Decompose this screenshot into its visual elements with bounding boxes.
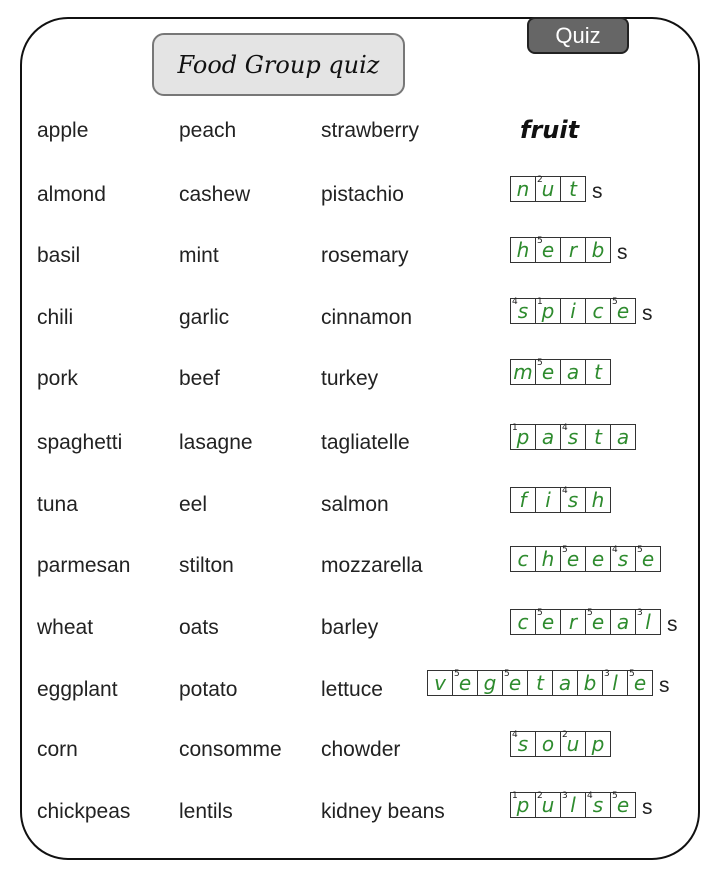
food-word: salmon (321, 493, 389, 516)
letter-tile[interactable] (560, 237, 586, 263)
letter-tile[interactable] (585, 424, 611, 450)
tile-number: 5 (454, 669, 460, 679)
letter-tile[interactable] (602, 670, 628, 696)
tile-letter: l (570, 793, 576, 817)
tile-number: 3 (637, 608, 643, 618)
tile-letter: n (516, 177, 530, 201)
letter-tile[interactable] (510, 424, 536, 450)
tile-letter: u (541, 177, 555, 201)
tile-letter: t (569, 177, 577, 201)
letter-tile[interactable] (560, 609, 586, 635)
letter-tile[interactable] (552, 670, 578, 696)
tile-number: 5 (612, 791, 618, 801)
tile-number: 3 (604, 669, 610, 679)
food-word: cinnamon (321, 306, 413, 329)
tile-letter: t (594, 360, 602, 384)
letter-tile[interactable] (585, 546, 611, 572)
letter-tile[interactable] (535, 546, 561, 572)
tile-letter: b (583, 671, 597, 695)
food-word: eel (179, 493, 208, 516)
letter-tile[interactable] (510, 609, 536, 635)
tile-number: 5 (612, 297, 618, 307)
letter-tile[interactable] (510, 298, 536, 324)
letter-tile[interactable] (560, 546, 586, 572)
plural-suffix: s (617, 241, 628, 264)
tile-letter: s (517, 299, 529, 323)
plural-suffix: s (642, 796, 653, 819)
page-title: Food Group quiz (152, 33, 405, 96)
quiz-button[interactable]: Quiz (527, 17, 629, 54)
food-word: lasagne (179, 431, 253, 454)
tile-letter: p (516, 425, 530, 449)
answer-tiles (510, 176, 586, 202)
tile-number: 1 (537, 297, 543, 307)
food-word: tagliatelle (321, 431, 410, 454)
plural-suffix: s (659, 674, 670, 697)
food-word: beef (179, 367, 220, 390)
food-word: garlic (179, 306, 230, 329)
answer-tiles (510, 546, 661, 572)
tile-number: 4 (587, 791, 593, 801)
letter-tile[interactable] (535, 487, 561, 513)
tile-number: 2 (562, 730, 568, 740)
tile-letter: p (541, 299, 555, 323)
letter-tile[interactable] (560, 359, 586, 385)
tile-letter: a (616, 425, 630, 449)
tile-letter: a (566, 360, 580, 384)
letter-tile[interactable] (585, 359, 611, 385)
tile-letter: c (592, 299, 604, 323)
food-word: tuna (37, 493, 78, 516)
tile-letter: r (568, 610, 578, 634)
food-word: chili (37, 306, 74, 329)
letter-tile[interactable] (502, 670, 528, 696)
letter-tile[interactable] (560, 176, 586, 202)
tile-letter: e (616, 793, 630, 817)
tile-letter: e (633, 671, 647, 695)
tile-number: 4 (562, 486, 568, 496)
food-word: chickpeas (37, 800, 131, 823)
tile-letter: e (641, 547, 655, 571)
plural-suffix: s (667, 613, 678, 636)
tile-letter: s (592, 793, 604, 817)
tile-number: 5 (629, 669, 635, 679)
tile-number: 4 (562, 423, 568, 433)
tile-letter: m (513, 360, 533, 384)
tile-letter: i (545, 488, 551, 512)
food-word: spaghetti (37, 431, 123, 454)
food-word: barley (321, 616, 379, 639)
letter-tile[interactable] (510, 487, 536, 513)
letter-tile[interactable] (560, 487, 586, 513)
tile-number: 5 (562, 545, 568, 555)
answer-tiles (510, 237, 611, 263)
tile-number: 4 (612, 545, 618, 555)
tile-number: 5 (537, 236, 543, 246)
letter-tile[interactable] (535, 237, 561, 263)
letter-tile[interactable] (560, 424, 586, 450)
letter-tile[interactable] (560, 792, 586, 818)
tile-letter: e (541, 360, 555, 384)
food-word: mozzarella (321, 554, 423, 577)
tile-letter: e (541, 610, 555, 634)
answer-tiles (510, 359, 611, 385)
letter-tile[interactable] (560, 731, 586, 757)
tile-letter: l (612, 671, 618, 695)
tile-letter: a (541, 425, 555, 449)
tile-number: 1 (512, 423, 518, 433)
letter-tile[interactable] (510, 176, 536, 202)
letter-tile[interactable] (585, 487, 611, 513)
food-word: mint (179, 244, 219, 267)
answer-tiles (510, 792, 636, 818)
food-word: lentils (179, 800, 233, 823)
letter-tile[interactable] (610, 298, 636, 324)
letter-tile[interactable] (610, 609, 636, 635)
food-word: chowder (321, 738, 401, 761)
answer-tiles (510, 424, 636, 450)
tile-letter: v (434, 671, 446, 695)
tile-letter: e (616, 299, 630, 323)
tile-letter: e (541, 238, 555, 262)
answer-tiles (427, 670, 653, 696)
food-word: wheat (37, 616, 94, 639)
food-word: cashew (179, 183, 251, 206)
tile-letter: e (591, 610, 605, 634)
letter-tile[interactable] (585, 298, 611, 324)
letter-tile[interactable] (585, 792, 611, 818)
food-word: basil (37, 244, 81, 267)
food-word: parmesan (37, 554, 131, 577)
letter-tile[interactable] (577, 670, 603, 696)
tile-number: 1 (512, 791, 518, 801)
answer-text: fruit (520, 116, 580, 144)
answer-tiles (510, 609, 661, 635)
tile-letter: t (594, 425, 602, 449)
letter-tile[interactable] (610, 424, 636, 450)
tile-letter: s (567, 488, 579, 512)
letter-tile[interactable] (585, 237, 611, 263)
tile-letter: r (568, 238, 578, 262)
food-word: rosemary (321, 244, 409, 267)
tile-letter: e (566, 547, 580, 571)
letter-tile[interactable] (535, 359, 561, 385)
tile-letter: g (483, 671, 497, 695)
letter-tile[interactable] (610, 546, 636, 572)
letter-tile[interactable] (535, 298, 561, 324)
letter-tile[interactable] (535, 176, 561, 202)
letter-tile[interactable] (510, 546, 536, 572)
tile-letter: u (541, 793, 555, 817)
letter-tile[interactable] (510, 237, 536, 263)
tile-number: 5 (537, 608, 543, 618)
tile-number: 5 (537, 358, 543, 368)
tile-number: 5 (587, 608, 593, 618)
food-word: stilton (179, 554, 234, 577)
tile-letter: e (591, 547, 605, 571)
tile-letter: u (566, 732, 580, 756)
letter-tile[interactable] (635, 609, 661, 635)
tile-letter: c (517, 610, 529, 634)
letter-tile[interactable] (585, 731, 611, 757)
letter-tile[interactable] (535, 792, 561, 818)
tile-number: 2 (537, 175, 543, 185)
tile-letter: h (516, 238, 530, 262)
food-word: almond (37, 183, 106, 206)
food-word: corn (37, 738, 78, 761)
answer-tiles (510, 731, 611, 757)
tile-letter: c (517, 547, 529, 571)
tile-number: 3 (562, 791, 568, 801)
food-word: pork (37, 367, 78, 390)
letter-tile[interactable] (510, 792, 536, 818)
food-word: consomme (179, 738, 282, 761)
tile-letter: e (508, 671, 522, 695)
letter-tile[interactable] (477, 670, 503, 696)
letter-tile[interactable] (635, 546, 661, 572)
tile-letter: e (458, 671, 472, 695)
letter-tile[interactable] (535, 731, 561, 757)
answer-tiles (510, 487, 611, 513)
letter-tile[interactable] (610, 792, 636, 818)
letter-tile[interactable] (510, 731, 536, 757)
food-word: oats (179, 616, 219, 639)
tile-letter: i (570, 299, 576, 323)
tile-letter: b (591, 238, 605, 262)
letter-tile[interactable] (535, 609, 561, 635)
letter-tile[interactable] (560, 298, 586, 324)
tile-number: 4 (512, 297, 518, 307)
food-word: strawberry (321, 119, 420, 142)
tile-number: 5 (637, 545, 643, 555)
food-word: turkey (321, 367, 379, 390)
food-word: eggplant (37, 678, 118, 701)
food-word: potato (179, 678, 238, 701)
letter-tile[interactable] (427, 670, 453, 696)
plural-suffix: s (592, 180, 603, 203)
tile-letter: a (558, 671, 572, 695)
tile-letter: l (645, 610, 651, 634)
letter-tile[interactable] (585, 609, 611, 635)
tile-letter: p (591, 732, 605, 756)
food-word: pistachio (321, 183, 404, 206)
tile-letter: f (519, 488, 527, 512)
tile-letter: s (567, 425, 579, 449)
tile-letter: h (541, 547, 555, 571)
letter-tile[interactable] (510, 359, 536, 385)
tile-letter: t (536, 671, 544, 695)
food-word: kidney beans (321, 800, 445, 823)
tile-letter: s (517, 732, 529, 756)
letter-tile[interactable] (527, 670, 553, 696)
plural-suffix: s (642, 302, 653, 325)
answer-tiles (510, 298, 636, 324)
tile-number: 4 (512, 730, 518, 740)
tile-number: 5 (504, 669, 510, 679)
tile-letter: s (617, 547, 629, 571)
tile-number: 2 (537, 791, 543, 801)
letter-tile[interactable] (452, 670, 478, 696)
food-word: lettuce (321, 678, 383, 701)
tile-letter: p (516, 793, 530, 817)
letter-tile[interactable] (627, 670, 653, 696)
food-word: apple (37, 119, 89, 142)
food-word: peach (179, 119, 237, 142)
tile-letter: a (616, 610, 630, 634)
tile-letter: h (591, 488, 605, 512)
tile-letter: o (541, 732, 555, 756)
letter-tile[interactable] (535, 424, 561, 450)
